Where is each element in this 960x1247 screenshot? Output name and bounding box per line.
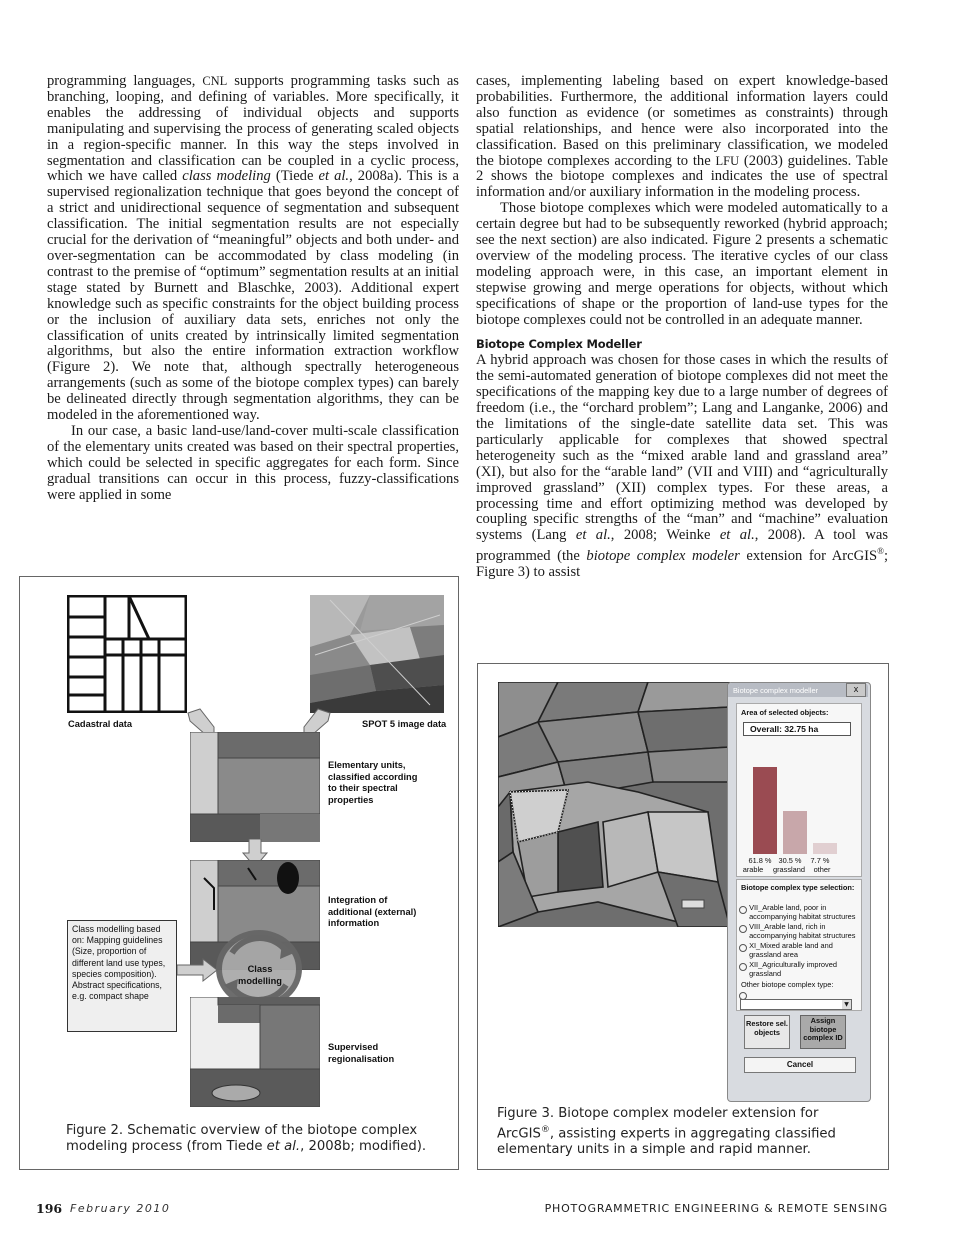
cadastral-label: Cadastral data — [68, 719, 133, 729]
cancel-button[interactable]: Cancel — [744, 1057, 856, 1073]
figure-3-caption: Figure 3. Biotope complex modeler extension for ArcGIS®, assisting experts in aggregating classified elementary units in a simple and rapid manner. — [497, 1106, 836, 1158]
close-icon[interactable]: x — [846, 683, 866, 697]
spot5-label: SPOT 5 image data — [362, 719, 447, 729]
assign-button[interactable]: Assign biotope complex ID — [800, 1015, 846, 1049]
spot5-image — [310, 595, 444, 713]
bar-other — [813, 843, 837, 854]
radio-icon[interactable] — [739, 944, 747, 952]
right-paragraph-1: cases, implementing labeling based on expert knowledge-based probabilities. Furthermore, the additional information layers could also function as evidence (or sometimes as constraints) through spatial relationships, and hence were also incorporated into the classification. Based on this preliminary classification, we modeled the biotope complexes according to the LFU (2003) guidelines. Table 2 shows the biotope complexes and indicates the use of spectral information and/or auxiliary information in the modeling process. — [476, 73, 888, 201]
elementary-units-diagram — [190, 732, 320, 842]
dialog-title: Biotope complex modeller — [733, 686, 819, 695]
class-modelling-basis-box: Class modelling based on: Mapping guidelines (Size, proportion of different land use types, species composition). Abstract specifications, e.g. compact shape — [67, 920, 177, 1032]
radio-option-xii[interactable]: XII_Agriculturally improved grassland — [739, 961, 859, 978]
bar-other-label: other — [813, 865, 831, 874]
radio-option-xi[interactable]: XI_Mixed arable land and grassland area — [739, 942, 859, 959]
biotope-complex-modeller-dialog — [727, 682, 871, 1102]
area-label: Area of selected objects: — [741, 708, 829, 717]
radio-icon[interactable] — [739, 963, 747, 971]
chevron-down-icon[interactable]: ▼ — [842, 1000, 851, 1009]
radio-option-viii[interactable]: VIII_Arable land, rich in accompanying habitat structures — [739, 923, 859, 940]
figure-2 — [19, 576, 459, 1170]
overall-area-field: Overall: 32.75 ha — [743, 722, 851, 736]
area-panel — [736, 703, 862, 877]
class-modelling-label: Class modelling — [238, 964, 282, 986]
left-column — [47, 74, 459, 503]
arrow-right-icon — [177, 957, 219, 983]
page-number: 196 — [36, 1201, 63, 1216]
other-type-select[interactable] — [740, 999, 852, 1010]
biotope-map — [498, 682, 730, 927]
figure-3 — [477, 663, 889, 1170]
right-paragraph-3: A hybrid approach was chosen for those cases in which the results of the semi-automated generation of biotope complexes did not meet the specifications of the mapping key due to a large number of degrees of freedom (i.e., the “orchard problem”; Lang and Langanke, 2006) and the limitations of the single-date satellite data set. This was particularly applicable for complexes that showed spectral heterogeneity such as the “mixed arable land and grassland area” (XI), but also for the “arable land” (VII and VIII) and “agriculturally improved grassland” (XII) complex types. For these areas, a processing time and effort optimizing method was developed by coupling specific strengths of the “man” and “machine” evaluation systems (Lang et al., 2008; Weinke et al., 2008). A tool was programmed (the biotope complex modeler extension for ArcGIS®; Figure 3) to assist — [476, 352, 889, 581]
type-selection-heading: Biotope complex type selection: — [741, 883, 855, 892]
other-type-label: Other biotope complex type: — [741, 980, 834, 989]
right-column — [476, 74, 888, 581]
bar-grassland — [783, 811, 807, 854]
radio-icon[interactable] — [739, 906, 747, 914]
issue-date: February 2010 — [70, 1202, 171, 1215]
supervised-label: Supervised regionalisation — [328, 1042, 395, 1064]
integration-label: Integration of additional (external) information — [328, 895, 417, 928]
restore-button[interactable]: Restore sel. objects — [744, 1015, 790, 1049]
bar-grassland-pct: 30.5 % — [778, 856, 802, 865]
right-paragraph-2: Those biotope complexes which were modeled automatically to a certain degree but had to be subsequently reworked (hybrid approach; see the next section) are also indicated. Figure 2 presents a schematic overview of the modeling process. The iterative cycles of our class modeling approach were, in this case, an important element in stepwise growing and merge operations for objects, without which specifications of shape or the proportion of land-use types for the biotope complexes could not be controlled in an adequate manner. — [476, 200, 888, 328]
bar-other-pct: 7.7 % — [810, 856, 830, 865]
land-use-bar-chart — [741, 742, 857, 854]
bar-arable-pct: 61.8 % — [748, 856, 772, 865]
section-heading: Biotope Complex Modeller — [476, 336, 642, 351]
journal-name: PHOTOGRAMMETRIC ENGINEERING & REMOTE SENSING — [544, 1202, 888, 1215]
elementary-label: Elementary units, classified according to their spectral properties — [328, 760, 418, 805]
bar-arable-label: arable — [742, 865, 764, 874]
left-paragraph-2: In our case, a basic land-use/land-cover multi-scale classification of the elementary units created was based on their spectral properties, which could be selected in specific aggregates for each form. Since gradual transitions can occur in this process, fuzzy-classifications were applied in some — [47, 422, 459, 503]
bar-grassland-label: grassland — [772, 865, 806, 874]
radio-icon[interactable] — [739, 925, 747, 933]
radio-option-vii[interactable]: VII_Arable land, poor in accompanying habitat structures — [739, 904, 859, 921]
figure-2-caption: Figure 2. Schematic overview of the biotope complex modeling process (from Tiede et al., 2008b; modified). — [66, 1123, 427, 1154]
cadastral-map — [67, 595, 187, 713]
left-paragraph-1: programming languages, CNL supports programming tasks such as branching, looping, and defining of variables. More specifically, it enables the addressing of individual objects and supports manipulating and supervising the process of generating scaled objects in a region-specific manner. In this way the steps involved in segmentation and classification can be coupled in a cyclic process, which we have called class modeling (Tiede et al., 2008a). This is a supervised regionalization technique that goes beyond the concept of a strict and unidirectional sequence of segmentation and subsequent classification. The initial segmentation results are not especially crucial for the derivation of “meaningful” objects and both under- and over-segmentation can be accommodated by class modeling (in contrast to the premise of “optimum” segmentation results at an initial stage stated by Burnett and Blaschke, 2003). Additional expert knowledge such as specific constraints for the object building process or the inclusion of auxiliary data sets, enriches not only the classification of units created by intrinsically limited segmentation algorithms, but also the entire information extraction workflow (Figure 2). We note that, although spectrally heterogeneous arrangements (such as some of the biotope complex types) can barely be delineated directly through segmentation algorithms, they can be modeled in the aforementioned way. — [47, 73, 460, 424]
supervised-regionalisation-diagram — [190, 997, 320, 1107]
dialog-title-bar — [728, 683, 868, 697]
bar-arable — [753, 767, 777, 854]
type-selection-panel — [736, 879, 862, 1011]
